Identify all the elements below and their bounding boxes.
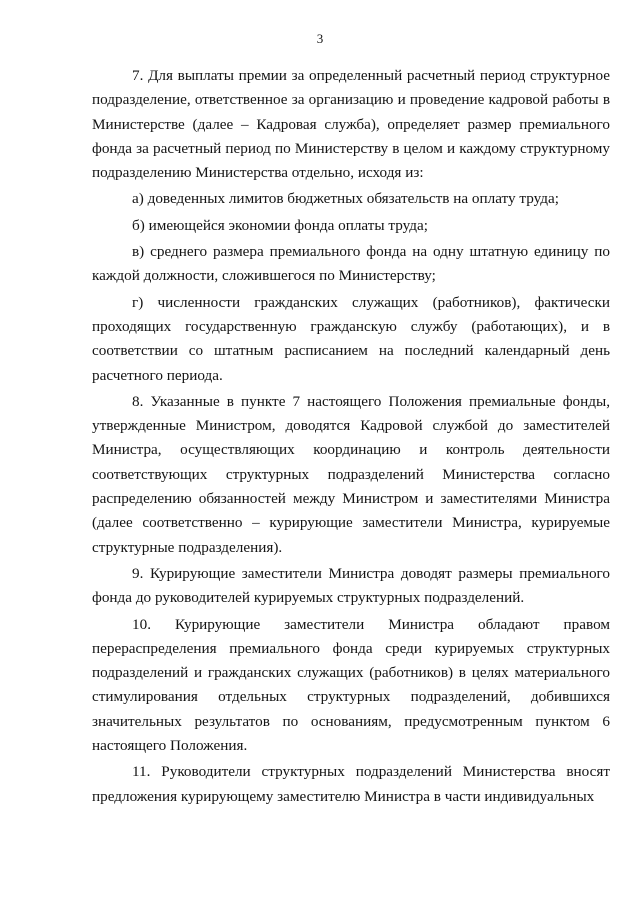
list-item-a: а) доведенных лимитов бюджетных обязательств на оплату труда; <box>132 190 559 208</box>
paragraph-11: 11. Руководители структурных подразделений Министерства вносят предложения курирующему заместителю Министра в части индивидуальных <box>92 763 610 805</box>
document-body <box>92 64 610 809</box>
paragraph-7: 7. Для выплаты премии за определенный расчетный период структурное подразделение, ответственное за организацию и проведение кадровой работы в Министерстве (далее – Кадровая служба), определяет размер премиального фонда за расчетный период по Министерству в целом и каждому структурному подразделению Министерства отдельно, исходя из: <box>92 67 610 182</box>
paragraph-9: 9. Курирующие заместители Министра доводят размеры премиального фонда до руководителей курируемых структурных подразделений. <box>92 564 610 607</box>
paragraph-8: 8. Указанные в пункте 7 настоящего Положения премиальные фонды, утвержденные Министром, доводятся Кадровой службой до заместителей Министра, осуществляющих координацию и контроль деятельности соответствующих структурных подразделений Министерства согласно распределению обязанностей между Министром и заместителями Министра (далее соответственно – курирующие заместители Министра, курируемые структурные подразделения). <box>92 392 610 556</box>
paragraph-10: 10. Курирующие заместители Министра обладают правом перераспределения премиального фонда среди курируемых структурных подразделений и гражданских служащих (работников) в целях материального стимулирования отдельных структурных подразделений, добившихся значительных результатов по основаниям, предусмотренным пунктом 6 настоящего Положения. <box>92 615 610 755</box>
list-item-g: г) численности гражданских служащих (работников), фактически проходящих государственную гражданскую службу (работающих), и в соответствии со штатным расписанием на последний календарный день расчетного периода. <box>92 293 610 384</box>
page-number: 3 <box>316 31 324 46</box>
list-item-v: в) среднего размера премиального фонда на одну штатную единицу по каждой должности, сложившегося по Министерству; <box>92 243 610 285</box>
list-item-b: б) имеющейся экономии фонда оплаты труда; <box>132 216 428 234</box>
